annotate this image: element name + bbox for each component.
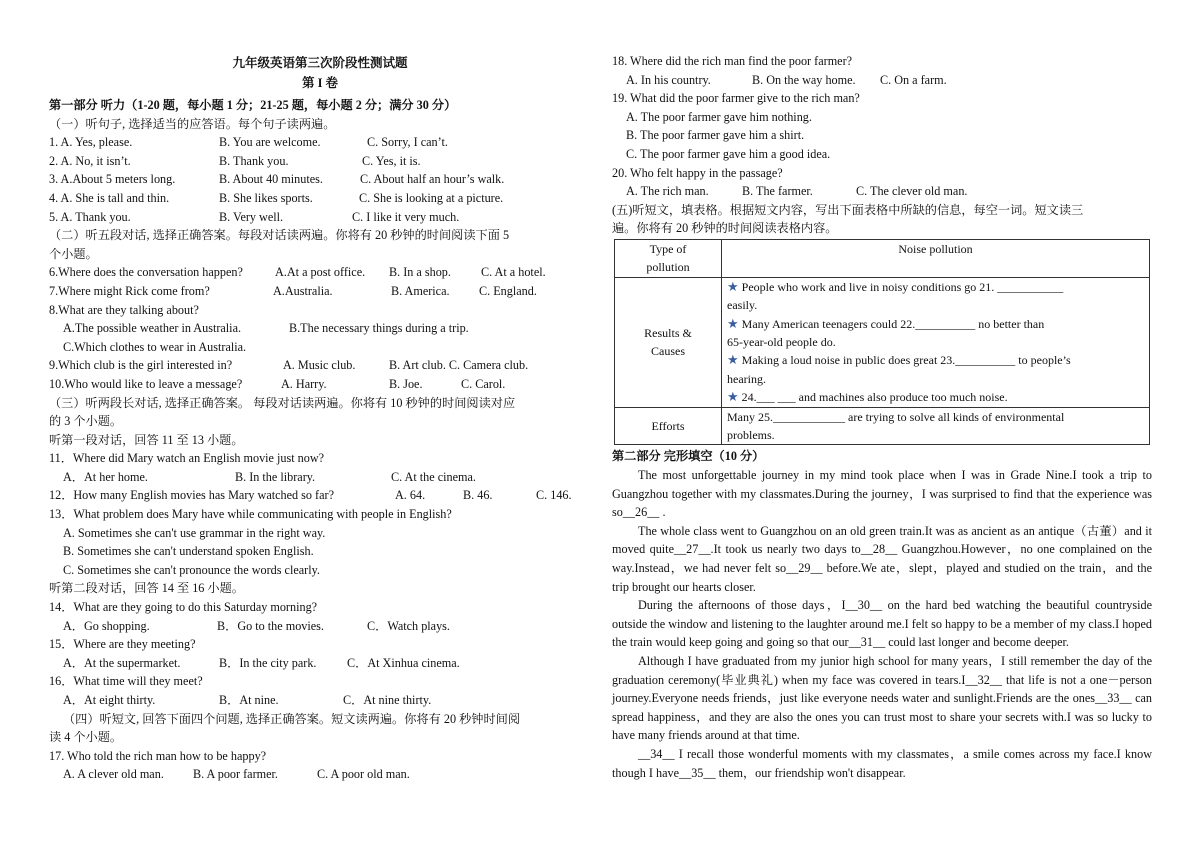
question-7: 7.Where might Rick come from? A.Australia. B. America. C. England. [49, 283, 537, 298]
cloze-paragraph-4: Although I have graduated from my junior high school for many years，I still remember the day of the graduation ceremony(毕业典礼) when my face was covered in tears.I__32__ that life is not a one－person journey.Everyone needs friends，just like everyone needs water and sunlight.Friends are the ones__33__ can spread happiness，and they are also the ones you can trust most to share your secrets with.I was so lucky to have many friends around at that time. [612, 653, 1152, 743]
table-header-row [615, 239, 1150, 277]
left-column [49, 96, 589, 784]
question-8: 8.What are they talking about? [49, 302, 199, 317]
section-5-instructions-cont: 遍。你将有 20 秒钟的时间阅读表格内容。 [612, 221, 838, 236]
question-10: 10.Who would like to leave a message? A. Harry. B. Joe. C. Carol. [49, 376, 506, 391]
cloze-paragraph-1: The most unforgettable journey in my mind took place when I was in Grade Nine.I took a trip to Guangzhou together with my classmates.During the journey，I was surprised to find that the experience was so__26__ . [612, 468, 1152, 520]
questions-1-5 [49, 133, 589, 226]
question-19-option-b: B. The poor farmer gave him a shirt. [626, 128, 805, 143]
cloze-paragraph-5: __34__ I recall those wonderful moments with my classmates，a smile comes across my face.I know though I have__35__ them，our friendship won't disappear. [612, 746, 1152, 780]
results-content-cell: ★ People who work and live in noisy conditions go 21. ___________ easily. ★ Many American teenagers could 22.__________ no better than 65-year-old people do. ★ Making a loud noise in public does great 23.__________ to people’s hearing. ★ 24.___ ___ and machines also produce too much noise. [722, 277, 1150, 407]
question-19: 19. What did the poor farmer give to the rich man? [612, 91, 860, 106]
exam-title: 九年级英语第三次阶段性测试题 [232, 56, 408, 70]
question-19-option-a: A. The poor farmer gave him nothing. [626, 109, 812, 124]
question-16-options: A．At eight thirty. B．At nine. C．At nine thirty. [63, 693, 432, 707]
star-icon: ★ [727, 352, 739, 368]
question-9: 9.Which club is the girl interested in? A. Music club. B. Art club. C. Camera club. [49, 358, 529, 373]
conversation-1-label: 听第一段对话，回答 11 至 13 小题。 [49, 432, 244, 447]
star-icon: ★ [727, 389, 739, 405]
question-14-options: A．Go shopping. B．Go to the movies. C．Watch plays. [63, 618, 450, 633]
question-14: 14．What are they going to do this Saturday morning? [49, 600, 318, 615]
question-20: 20. Who felt happy in the passage? [612, 165, 783, 180]
question-13-option-b: B. Sometimes she can't understand spoken English. [63, 544, 314, 559]
section-2-instructions: （二）听五段对话, 选择正确答案。每段对话读两遍。你将有 20 秒钟的时间阅读下面 5 [49, 228, 510, 243]
question-11: 11．Where did Mary watch an English movie just now? [49, 451, 325, 466]
header-noise-cell: Noise pollution [722, 239, 1150, 277]
question-19-option-c: C. The poor farmer gave him a good idea. [626, 146, 831, 161]
part1-header: 第一部分 听力（1-20 题，每小题 1 分；21-25 题，每小题 2 分；满分 30 分） [49, 98, 457, 112]
section-1-instructions: （一）听句子, 选择适当的应答语。每个句子读两遍。 [49, 116, 336, 131]
section-3-instructions: （三）听两段长对话, 选择正确答案。 每段对话读两遍。你将有 10 秒钟的时间阅读对应 [49, 395, 516, 410]
efforts-cell: Efforts [615, 407, 722, 445]
cloze-paragraph-3: During the afternoons of those days，I__30__ on the hard bed watching the beautiful countryside outside the window and listening to the laughter around me.I felt so happy to be a member of my class.I hoped the train would keep going and going so that our__31__ could last longer and become deeper. [612, 598, 1152, 650]
section-4-instructions-cont: 读 4 个小题。 [49, 730, 123, 745]
section-3-instructions-cont: 的 3 个小题。 [49, 414, 123, 429]
question-6: 6.Where does the conversation happen? A.At a post office. B. In a shop. C. At a hotel. [49, 265, 546, 280]
right-column [612, 52, 1152, 782]
question-1: 1. A. Yes, please. B. You are welcome. C. Sorry, I can’t. [49, 135, 448, 150]
question-18: 18. Where did the rich man find the poor farmer? [612, 54, 853, 68]
section-2-instructions-cont: 个小题。 [49, 246, 98, 261]
question-13-option-c: C. Sometimes she can't pronounce the words clearly. [63, 562, 320, 577]
section-5-instructions: (五)听短文，填表格。根据短文内容，写出下面表格中所缺的信息，每空一词。短文读三 [612, 202, 1084, 217]
question-16: 16．What time will they meet? [49, 674, 203, 689]
noise-pollution-table [614, 239, 1150, 445]
star-icon: ★ [727, 315, 739, 331]
star-icon: ★ [727, 278, 739, 294]
question-17-options: A. A clever old man. B. A poor farmer. C. A poor old man. [63, 767, 410, 782]
question-17: 17. Who told the rich man how to be happy? [49, 748, 267, 763]
question-2: 2. A. No, it isn’t. B. Thank you. C. Yes, it is. [49, 153, 421, 168]
header-type-cell: Type of pollution [615, 239, 722, 277]
question-11-options: A．At her home. B. In the library. C. At the cinema. [63, 469, 476, 484]
table-efforts-row [615, 407, 1150, 445]
table-results-row [615, 277, 1150, 407]
question-20-options: A. The rich man. B. The farmer. C. The clever old man. [626, 184, 968, 199]
results-causes-cell: Results & Causes [615, 277, 722, 407]
question-8-option-c: C.Which clothes to wear in Australia. [63, 339, 247, 354]
question-8-options-ab: A.The possible weather in Australia. B.The necessary things during a trip. [63, 321, 469, 336]
question-13-option-a: A. Sometimes she can't use grammar in the right way. [63, 525, 326, 540]
question-15-options: A．At the supermarket. B．In the city park. C．At Xinhua cinema. [63, 655, 460, 670]
question-15: 15．Where are they meeting? [49, 637, 196, 652]
question-13: 13．What problem does Mary have while communicating with people in English? [49, 507, 452, 522]
question-5: 5. A. Thank you. B. Very well. C. I like it very much. [49, 209, 460, 224]
conversation-2-label: 听第二段对话，回答 14 至 16 小题。 [49, 581, 244, 596]
question-3: 3. A.About 5 meters long. B. About 40 minutes. C. About half an hour’s walk. [49, 172, 505, 187]
efforts-content-cell: Many 25.____________ are trying to solve all kinds of environmental problems. [722, 407, 1150, 445]
part2-header: 第二部分 完形填空（10 分） [612, 449, 765, 464]
cloze-passage [612, 466, 1152, 782]
section-4-instructions: （四）听短文, 回答下面四个问题, 选择正确答案。短文读两遍。你将有 20 秒钟时间阅 [63, 711, 521, 726]
question-4: 4. A. She is tall and thin. B. She likes sports. C. She is looking at a picture. [49, 190, 504, 205]
question-18-options: A. In his country. B. On the way home. C. On a farm. [626, 72, 947, 87]
cloze-paragraph-2: The whole class went to Guangzhou on an old green train.It was as ancient as an antique（古董）and it moved quite__27__.It took us nearly two days to__28__ Guangzhou.However，no one complained on the way.Instead，we had never felt so__29__ before.We ate，slept，played and studied on the train，and the trip brought our hearts closer. [612, 523, 1152, 594]
question-12: 12．How many English movies has Mary watched so far? A. 64. B. 46. C. 146. [49, 488, 572, 503]
volume-label: 第 I 卷 [301, 76, 339, 90]
